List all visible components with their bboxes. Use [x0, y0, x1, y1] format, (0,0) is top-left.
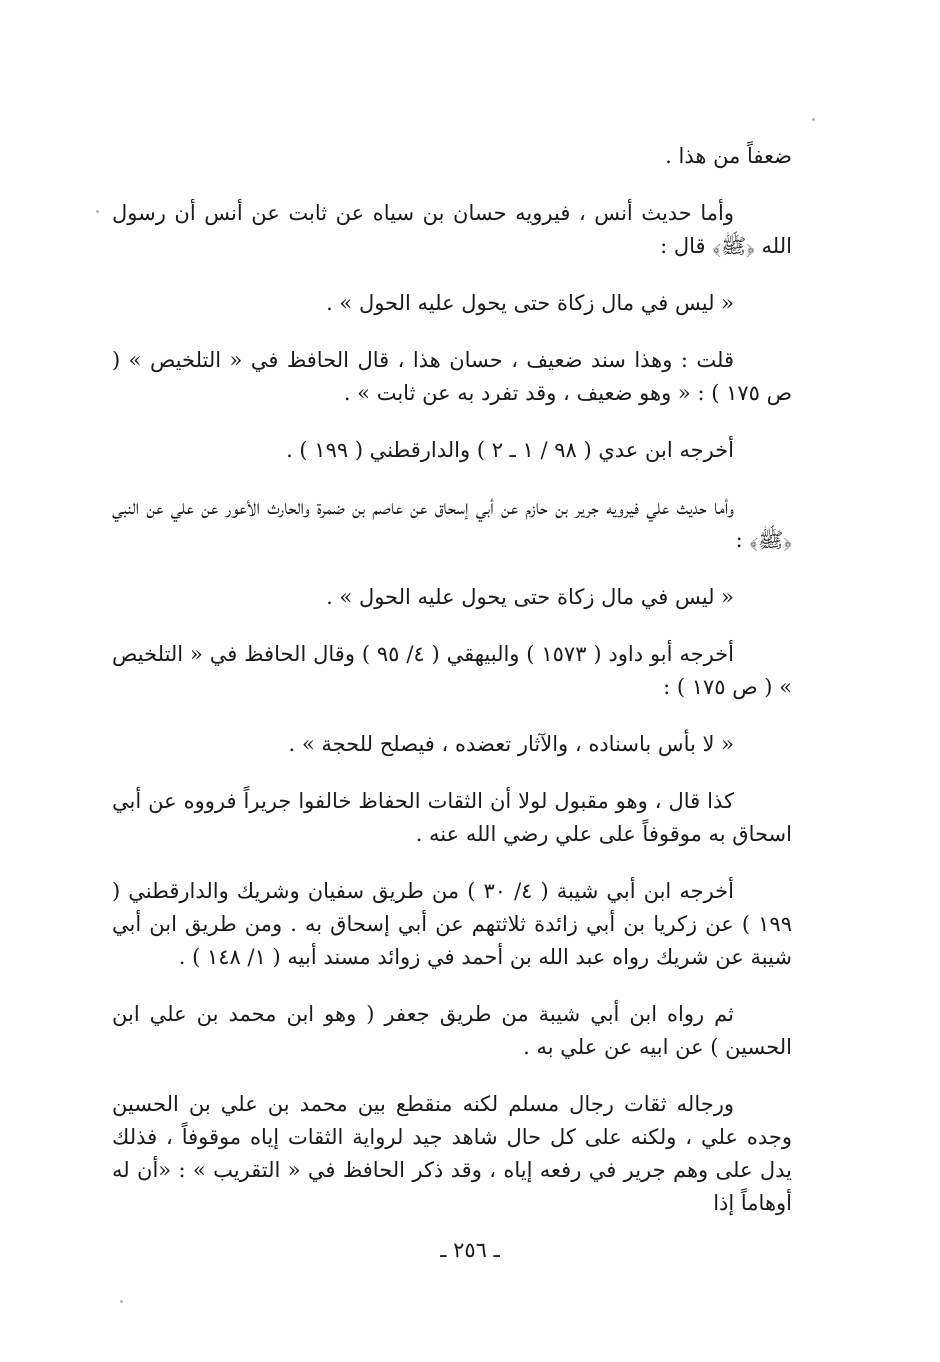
paragraph-10: ورجاله ثقات رجال مسلم لكنه منقطع بين محمد بن علي بن الحسين وجده علي ، ولكنه على كل حال شاهد جيد لرواية الثقات إياه موقوفاً ، فذلك يدل على وهم جرير في رفعه إياه ، وقد ذكر الحافظ في « التقريب » : «أن له أوهاماً إذا — [112, 1092, 792, 1215]
paragraph-5: وأما حديث علي فيرويه جرير بن حازم عن أبي إسحاق عن عاصم بن ضمرة والحارث الأعور عن علي عن النبي ﴿ﷺ﴾ : — [112, 495, 792, 552]
paragraph-8: أخرجه ابن أبي شيبة ( ٤/ ٣٠ ) من طريق سفيان وشريك والدارقطني ( ١٩٩ ) عن زكريا بن أبي زائدة ثلاثتهم عن أبي إسحاق به . ومن طريق ابن أبي شيبة عن شريك رواه عبد الله بن أحمد في زوائد مسند أبيه ( ١/ ١٤٨ ) . — [112, 879, 792, 969]
paragraph-9: ثم رواه ابن أبي شيبة من طريق جعفر ( وهو ابن محمد بن علي ابن الحسين ) عن ابيه عن علي به . — [112, 1002, 792, 1059]
paragraph-7: كذا قال ، وهو مقبول لولا أن الثقات الحفاظ خالفوا جريراً فرووه عن أبي اسحاق به موقوفاً على علي رضي الله عنه . — [112, 789, 792, 846]
paragraph-3: قلت : وهذا سند ضعيف ، حسان هذا ، قال الحافظ في « التلخيص » ( ص ١٧٥ ) : « وهو ضعيف ، وقد تفرد به عن ثابت » . — [112, 348, 792, 405]
paper-speck — [812, 118, 815, 121]
paper-speck — [120, 1300, 123, 1303]
page-body — [112, 140, 792, 1244]
paragraph-2: وأما حديث أنس ، فيرويه حسان بن سياه عن ثابت عن أنس أن رسول الله ﴿ﷺ﴾ قال : — [112, 201, 792, 258]
hadith-quote-2: « ليس في مال زكاة حتى يحول عليه الحول » . — [326, 585, 734, 609]
paper-speck — [96, 210, 99, 213]
paragraph-1: ضعفاً من هذا . — [665, 144, 792, 168]
paragraph-6: أخرجه أبو داود ( ١٥٧٣ ) والبيهقي ( ٤/ ٩٥ ) وقال الحافظ في « التلخيص » ( ص ١٧٥ ) : — [112, 642, 792, 699]
hafiz-quote: « لا بأس باسناده ، والآثار تعضده ، فيصلح للحجة » . — [288, 732, 734, 756]
page-number: ـ ٢٥٦ ـ — [440, 1238, 500, 1262]
hadith-quote-1: « ليس في مال زكاة حتى يحول عليه الحول » . — [326, 291, 734, 315]
paragraph-4: أخرجه ابن عدي ( ٩٨ / ١ ـ ٢ ) والدارقطني ( ١٩٩ ) . — [286, 438, 734, 462]
